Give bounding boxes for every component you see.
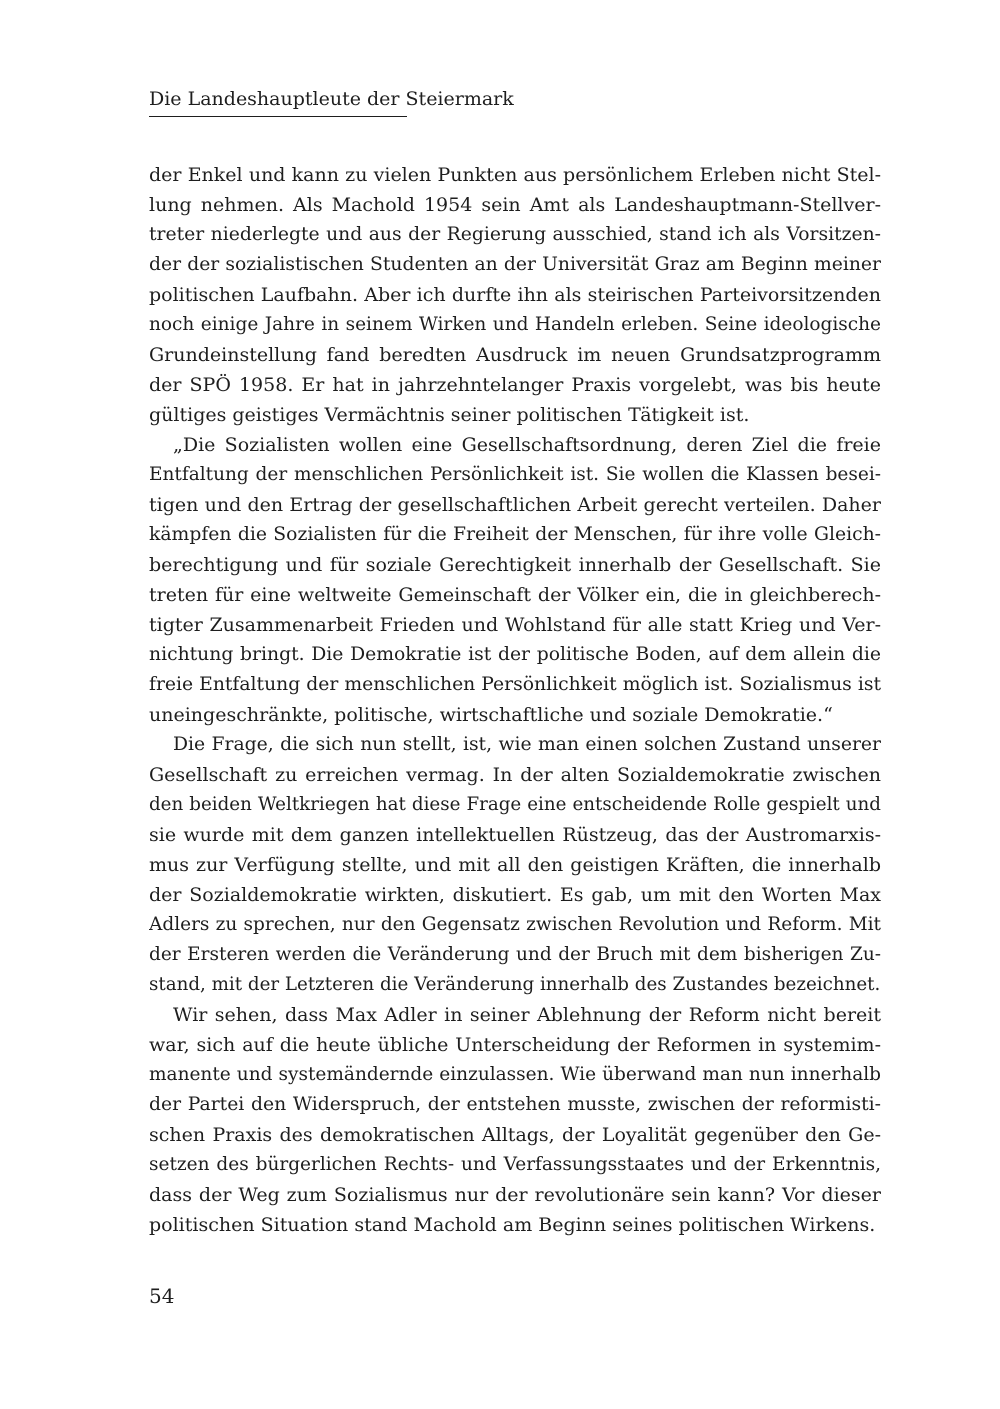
text-line: Adlers zu sprechen, nur den Gegensatz zwischen Revolution und Reform. Mit xyxy=(149,914,881,935)
running-head-title: Die Landeshauptleute der Steiermark xyxy=(149,88,514,110)
text-line: der SPÖ 1958. Er hat in jahrzehntelanger Praxis vorgelebt, was bis heute xyxy=(149,374,881,396)
text-line: der der sozialistischen Studenten an der Universität Graz am Beginn meiner xyxy=(149,254,881,275)
text-line: freie Entfaltung der menschlichen Persönlichkeit möglich ist. Sozialismus ist xyxy=(149,674,881,695)
text-line: stand, mit der Letzteren die Veränderung innerhalb des Zustandes bezeichnet. xyxy=(149,974,881,995)
text-line: der Enkel und kann zu vielen Punkten aus persönlichem Erleben nicht Stel- xyxy=(149,164,881,186)
text-line: war, sich auf die heute übliche Unterscheidung der Reformen in systemim- xyxy=(149,1034,881,1056)
text-line: Wir sehen, dass Max Adler in seiner Ablehnung der Reform nicht bereit xyxy=(173,1004,881,1026)
text-line: sie wurde mit dem ganzen intellektuellen Rüstzeug, das der Austromarxis- xyxy=(149,824,881,846)
paragraph xyxy=(149,730,881,1000)
text-line: der Partei den Widerspruch, der entstehen musste, zwischen der reformisti- xyxy=(149,1094,881,1115)
text-line: gültiges geistiges Vermächtnis seiner politischen Tätigkeit ist. xyxy=(149,404,750,426)
text-line: politischen Laufbahn. Aber ich durfte ihn als steirischen Parteivorsitzenden xyxy=(149,284,881,306)
text-line: noch einige Jahre in seinem Wirken und Handeln erleben. Seine ideologische xyxy=(149,314,881,335)
body-text xyxy=(149,160,881,1240)
paragraph xyxy=(149,160,881,430)
text-line: schen Praxis des demokratischen Alltags, der Loyalität gegenüber den Ge- xyxy=(149,1124,881,1146)
text-line: dass der Weg zum Sozialismus nur der revolutionäre sein kann? Vor dieser xyxy=(149,1184,881,1206)
text-line: treten für eine weltweite Gemeinschaft der Völker ein, die in gleichberech- xyxy=(149,584,881,606)
text-line: den beiden Weltkriegen hat diese Frage eine entscheidende Rolle gespielt und xyxy=(149,794,881,815)
text-line: der Sozialdemokratie wirkten, diskutiert. Es gab, um mit den Worten Max xyxy=(149,884,881,906)
header-rule xyxy=(149,116,407,117)
page-number: 54 xyxy=(149,1284,175,1308)
text-line: setzen des bürgerlichen Rechts- und Verfassungsstaates und der Erkenntnis, xyxy=(149,1154,881,1175)
text-line: politischen Situation stand Machold am Beginn seines politischen Wirkens. xyxy=(149,1214,876,1236)
text-line: der Ersteren werden die Veränderung und der Bruch mit dem bisherigen Zu- xyxy=(149,944,881,965)
text-line: Grundeinstellung fand beredten Ausdruck im neuen Grundsatzprogramm xyxy=(149,344,881,366)
text-line: nichtung bringt. Die Demokratie ist der politische Boden, auf dem allein die xyxy=(149,644,881,665)
text-line: treter niederlegte und aus der Regierung ausschied, stand ich als Vorsitzen- xyxy=(149,224,881,245)
text-line: tigter Zusammenarbeit Frieden und Wohlstand für alle statt Krieg und Ver- xyxy=(149,614,881,636)
paragraph xyxy=(149,430,881,730)
text-line: Entfaltung der menschlichen Persönlichkeit ist. Sie wollen die Klassen besei- xyxy=(149,464,881,485)
text-line: uneingeschränkte, politische, wirtschaftliche und soziale Demokratie.“ xyxy=(149,704,833,726)
text-line: Die Frage, die sich nun stellt, ist, wie man einen solchen Zustand unserer xyxy=(173,734,881,755)
text-line: lung nehmen. Als Machold 1954 sein Amt als Landeshauptmann-Stellver- xyxy=(149,194,881,216)
text-line: berechtigung und für soziale Gerechtigkeit innerhalb der Gesellschaft. Sie xyxy=(149,554,881,576)
text-line: manente und systemändernde einzulassen. Wie überwand man nun innerhalb xyxy=(149,1064,881,1085)
text-line: Gesellschaft zu erreichen vermag. In der alten Sozialdemokratie zwischen xyxy=(149,764,881,786)
text-line: kämpfen die Sozialisten für die Freiheit der Menschen, für ihre volle Gleich- xyxy=(149,524,881,545)
text-line: tigen und den Ertrag der gesellschaftlichen Arbeit gerecht verteilen. Daher xyxy=(149,494,881,516)
text-line: „Die Sozialisten wollen eine Gesellschaftsordnung, deren Ziel die freie xyxy=(173,434,881,456)
paragraph xyxy=(149,1000,881,1240)
text-line: mus zur Verfügung stellte, und mit all den geistigen Kräften, die innerhalb xyxy=(149,854,881,876)
